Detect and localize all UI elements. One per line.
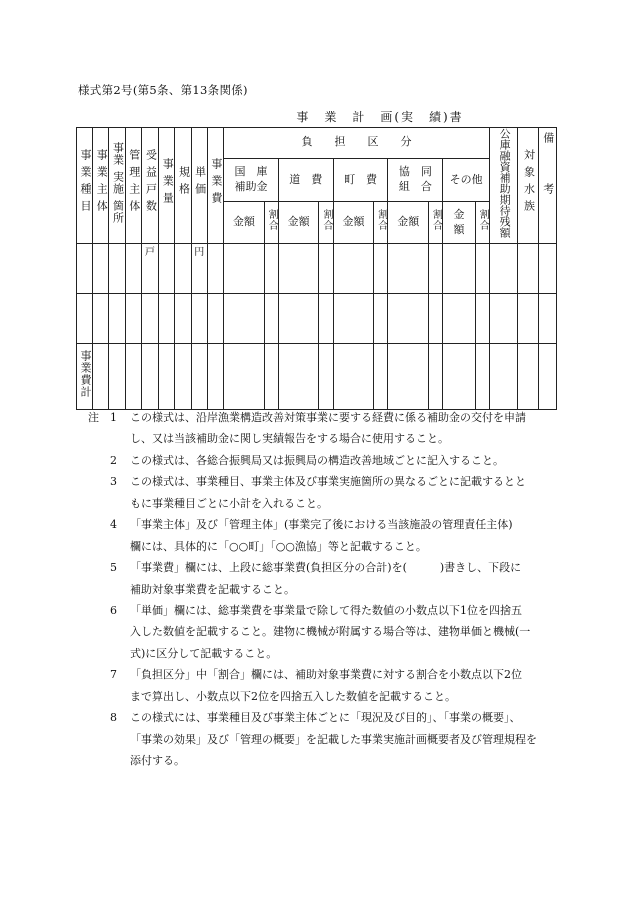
- table-row: [77, 293, 557, 343]
- kumiai-kingaku: 金額: [388, 202, 429, 244]
- form-number-label: 様式第2号(第5条、第13条関係): [78, 83, 248, 97]
- table-row-total: [77, 343, 557, 409]
- document-title: [0, 108, 630, 125]
- col-taisho-suizoku: 対象水族: [518, 128, 538, 244]
- note-item: 4 「事業主体」及び「管理主体」(事業完了後における当該施設の管理責任主体) 欄には、具体的に「○○町」「○○漁協」等と記載すること。: [110, 518, 513, 553]
- kumiai-wariai: 割合: [429, 202, 443, 244]
- sonota-kingaku: 金 額: [443, 202, 475, 244]
- kokko-wariai: 割合: [264, 202, 278, 244]
- col-kokko-hojokin: 国 庫 補助金: [224, 158, 279, 202]
- unit-households: 戸: [141, 243, 158, 293]
- col-kikaku: 規格: [175, 128, 191, 244]
- note-item: 8 この様式には、事業種目及び事業主体ごとに「現況及び目的」、「事業の概要」、 「事業の効果」及び「管理の概要」を記載した事業実施計画概要者及び管理規程を 添付する。: [110, 711, 537, 767]
- unit-yen: 円: [191, 243, 207, 293]
- col-cho-hi: 町 費: [333, 158, 388, 202]
- col-futan-kubun: 負 担 区 分: [224, 128, 490, 159]
- doh-kingaku: 金額: [278, 202, 319, 244]
- col-jigyo-shutai: 事業主体: [93, 128, 109, 244]
- cho-kingaku: 金額: [333, 202, 374, 244]
- note-item: 5 「事業費」欄には、上段に総事業費(負担区分の合計)を( )書きし、下段に 補助対象事業費を記載すること。: [110, 561, 522, 596]
- note-item: 7 「負担区分」中「割合」欄には、補助対象事業費に対する割合を小数点以下2位 まで算出し、小数点以下2位を四捨五入した数値を記載すること。: [110, 668, 522, 703]
- col-jisshi-kasho: 事業実施箇所: [109, 128, 125, 244]
- col-biko: 備考: [538, 128, 556, 244]
- col-doh-hi: 道 費: [278, 158, 333, 202]
- project-plan-table: [76, 127, 557, 410]
- notes-section: [88, 407, 558, 771]
- doh-wariai: 割合: [319, 202, 333, 244]
- sonota-wariai: 割合: [475, 202, 489, 244]
- col-tanka: 単価: [191, 128, 207, 244]
- col-kanri-shutai: 管理主体: [125, 128, 141, 244]
- note-item: 6 「単価」欄には、総事業費を事業量で除して得た数値の小数点以下1位を四捨五 入した数値を記載すること。建物に機械が附属する場合等は、建物単価と機械(一 式)に区分して記載すること。: [110, 603, 531, 660]
- total-row-label: 事業費計: [77, 343, 93, 409]
- col-jigyo-hi: 事業費: [207, 128, 223, 244]
- document-title-text: 事 業 計 画(実 績)書: [296, 110, 464, 124]
- col-jigyo-ryo: 事業量: [159, 128, 175, 244]
- col-jueki-kosu: 受益戸数: [141, 128, 158, 244]
- table-row: [77, 243, 557, 293]
- col-sonota: その他: [443, 158, 490, 202]
- notes-lead: 注: [88, 411, 99, 424]
- col-koko-shikin: 公庫融資補助期待残額: [489, 128, 517, 244]
- note-item: 2 この様式は、各総合振興局又は振興局の構造改善地域ごとに記入すること。: [110, 453, 504, 467]
- col-jigyo-shumoku: 事業種目: [77, 128, 93, 244]
- note-item: 注 1 この様式は、沿岸漁業構造改善対策事業に要する経費に係る補助金の交付を申請 し、又は当該補助金に関し実績報告をする場合に使用すること。: [88, 407, 558, 450]
- kokko-kingaku: 金額: [224, 202, 265, 244]
- cho-wariai: 割合: [374, 202, 388, 244]
- col-kumiai: 協 同 組 合: [388, 158, 443, 202]
- note-item: 3 この様式は、事業種目、事業主体及び事業実施箇所の異なるごとに記載するとと もに事業種目ごとに小計を入れること。: [110, 475, 526, 510]
